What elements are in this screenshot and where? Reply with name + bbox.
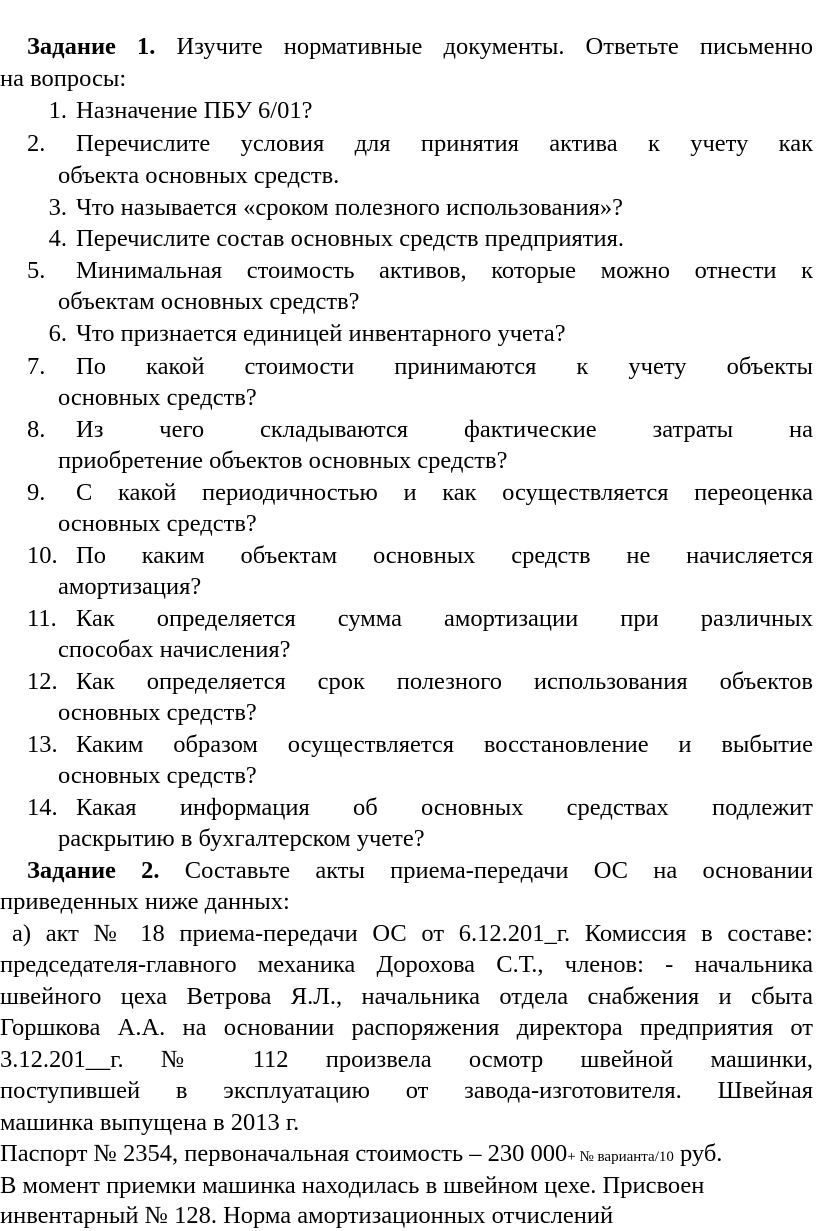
question-1: 1. Назначение ПБУ 6/01? [48, 97, 313, 124]
task2-intro-cont: приведенных ниже данных: [0, 888, 290, 915]
tail-line-1: В момент приемки машинка находилась в швейном цехе. Присвоен [0, 1172, 705, 1199]
question-11-cont: способах начисления? [58, 636, 291, 663]
passport-line: Паспорт № 2354, первоначальная стоимость – 230 000+ № варианта/10 руб. [0, 1140, 723, 1167]
question-4: 4. Перечислите состав основных средств предприятия. [48, 225, 624, 252]
question-9-cont: основных средств? [58, 510, 257, 537]
question-11: 11. Как определяется сумма амортизации при различных [27, 605, 813, 632]
question-13-cont: основных средств? [58, 762, 257, 789]
question-8: 8. Из чего складываются фактические затраты на [27, 416, 813, 443]
question-5: 5. Минимальная стоимость активов, которые можно отнести к [27, 257, 813, 284]
item-a-line-2: председателя-главного механика Дорохова С.Т., членов: - начальника [0, 951, 813, 978]
item-a-line-6: поступившей в эксплуатацию от завода-изготовителя. Швейная [0, 1077, 813, 1104]
variant-note: + № варианта/10 [567, 1149, 674, 1165]
item-a-line-5: 3.12.201__г. № 112 произвела осмотр швейной машинки, [0, 1046, 813, 1073]
question-2: 2. Перечислите условия для принятия актива к учету как [27, 130, 813, 157]
tail-line-2: инвентарный № 128. Норма амортизационных отчислений [0, 1202, 614, 1229]
task2-label: Задание 2. [27, 857, 160, 884]
question-6: 6. Что признается единицей инвентарного учета? [48, 320, 566, 347]
task2-intro-text: Составьте акты приема-передачи ОС на основании [184, 857, 814, 884]
task1-intro-text: Изучите нормативные документы. Ответьте письменно [176, 33, 814, 60]
question-5-cont: объектам основных средств? [58, 288, 360, 315]
question-12-cont: основных средств? [58, 699, 257, 726]
task1-intro-cont: на вопросы: [0, 65, 127, 92]
question-9: 9. С какой периодичностью и как осуществляется переоценка [27, 479, 813, 506]
question-10-cont: амортизация? [58, 573, 202, 600]
item-a-line-4: Горшкова А.А. на основании распоряжения директора предприятия от [0, 1014, 813, 1041]
item-a-line-3: швейного цеха Ветрова Я.Л., начальника отдела снабжения и сбыта [0, 983, 813, 1010]
question-10: 10. По каким объектам основных средств не начисляется [27, 542, 813, 569]
question-14: 14. Какая информация об основных средствах подлежит [27, 794, 813, 821]
question-12: 12. Как определяется срок полезного использования объектов [27, 668, 813, 695]
question-2-cont: объекта основных средств. [58, 162, 340, 189]
task1-label: Задание 1. [27, 33, 156, 60]
item-a-line-1: а) акт № 18 приема-передачи ОС от 6.12.201_г. Комиссия в составе: [12, 920, 813, 947]
task2-intro [27, 855, 813, 886]
question-14-cont: раскрытию в бухгалтерском учете? [58, 825, 425, 852]
question-3: 3. Что называется «сроком полезного использования»? [48, 194, 624, 221]
item-a-line-7: машинка выпущена в 2013 г. [0, 1109, 300, 1136]
question-7-cont: основных средств? [58, 384, 257, 411]
question-8-cont: приобретение объектов основных средств? [58, 447, 508, 474]
question-13: 13. Каким образом осуществляется восстановление и выбытие [27, 731, 813, 758]
question-7: 7. По какой стоимости принимаются к учету объекты [27, 353, 813, 380]
task1-intro [27, 31, 813, 62]
